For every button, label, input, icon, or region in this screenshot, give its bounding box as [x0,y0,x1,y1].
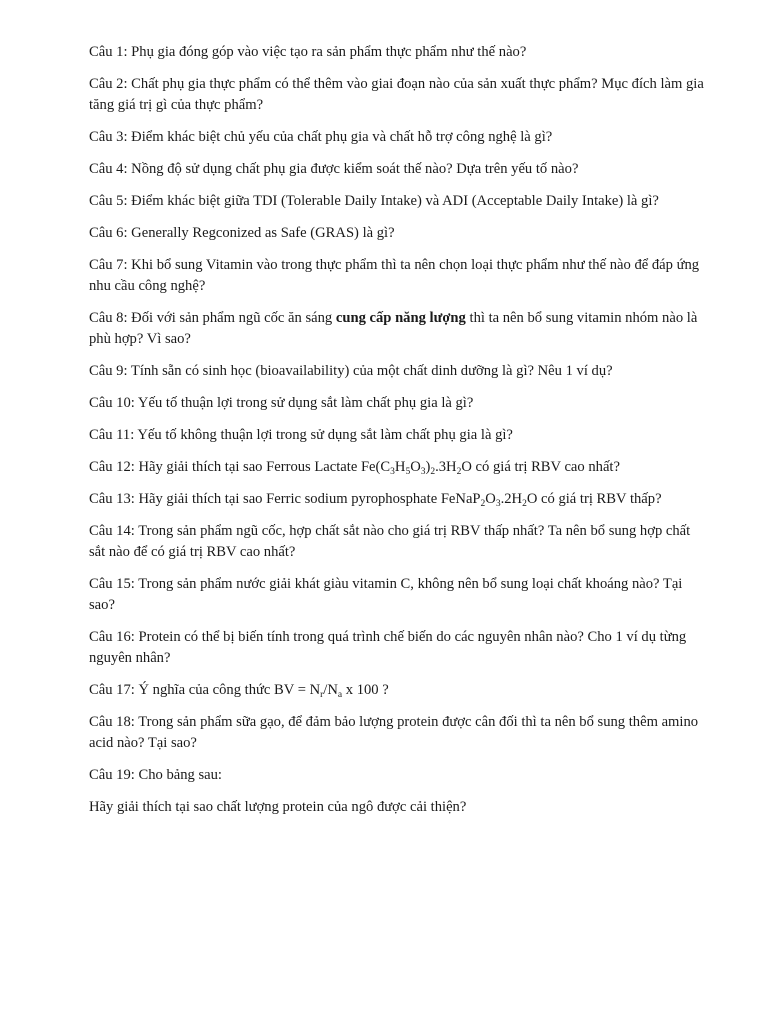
question-16 [89,627,709,669]
question-8 [89,308,709,350]
question-18 [89,712,709,754]
question-3 [89,127,709,148]
question-list [89,42,709,829]
question-text: Chất phụ gia thực phẩm có thể thêm vào giai đoạn nào của sản xuất thực phẩm? Mục đích làm gia tăng giá trị gì của thực phẩm? [89,76,704,113]
question-text: O có giá trị RBV cao nhất? [461,459,620,475]
question-text: Trong sản phẩm ngũ cốc, hợp chất sắt nào cho giá trị RBV thấp nhất? Ta nên bổ sung hợp chất sắt nào để có giá trị RBV cao nhất? [89,523,691,560]
formula-part: O [485,491,496,507]
formula-part: O [410,459,421,475]
subscript: 2 [480,499,486,509]
question-text: Hãy giải thích tại sao chất lượng protein của ngô được cải thiện? [89,799,467,815]
question-prefix: Câu 10: [89,395,135,411]
question-10 [89,393,709,414]
formula-part: H [394,459,406,475]
question-9 [89,361,709,382]
question-prefix: Câu 15: [89,576,135,592]
question-prefix: Câu 3: [89,129,128,145]
question-text: Cho bảng sau: [138,767,222,783]
question-text: Nồng độ sử dụng chất phụ gia được kiểm soát thế nào? Dựa trên yếu tố nào? [131,161,579,177]
formula-part: .3H [435,459,457,475]
question-2 [89,74,709,116]
question-prefix: Câu 13: [89,491,135,507]
question-prefix: Câu 14: [89,523,135,539]
question-text: Điểm khác biệt chủ yếu của chất phụ gia và chất hỗ trợ công nghệ là gì? [131,129,553,145]
question-text: Tính sẵn có sinh học (bioavailability) của một chất dinh dưỡng là gì? Nêu 1 ví dụ? [130,363,613,379]
question-text: O có giá trị RBV thấp? [526,491,662,507]
question-prefix: Câu 17: [89,682,135,698]
question-prefix: Câu 4: [89,161,128,177]
question-prefix: Câu 9: [89,363,128,379]
subscript: a [337,690,343,700]
question-prefix: Câu 7: [89,257,128,273]
question-text: x 100 ? [345,682,389,698]
question-12 [89,457,709,478]
formula-part: .2H [500,491,523,507]
question-6 [89,223,709,244]
question-1 [89,42,709,63]
subscript: 5 [405,467,411,477]
formula-part: ) [425,459,431,475]
question-text: Yếu tố không thuận lợi trong sử dụng sắt làm chất phụ gia là gì? [137,427,513,443]
question-text: Hãy giải thích tại sao Ferrous Lactate Fe(C [138,459,391,475]
formula-part: /N [323,682,338,698]
question-prefix: Câu 6: [89,225,128,241]
question-text: Yếu tố thuận lợi trong sử dụng sắt làm chất phụ gia là gì? [137,395,474,411]
question-text: Hãy giải thích tại sao Ferric sodium pyrophosphate FeNaP [138,491,481,507]
question-text: Generally Regconized as Safe (GRAS) là gì? [131,225,395,241]
subscript: r [320,690,324,700]
question-19-followup [89,797,709,818]
question-7 [89,255,709,297]
question-prefix: Câu 18: [89,714,135,730]
question-text: Khi bổ sung Vitamin vào trong thực phẩm thì ta nên chọn loại thực phẩm như thế nào để đáp ứng nhu cầu công nghệ? [89,257,700,294]
question-prefix: Câu 5: [89,193,128,209]
subscript: 2 [522,499,527,509]
question-14 [89,521,709,563]
question-5 [89,191,709,212]
question-13 [89,489,709,510]
question-text: Ý nghĩa của công thức BV = N [138,682,321,698]
question-4 [89,159,709,180]
question-prefix: Câu 12: [89,459,135,475]
question-prefix: Câu 19: [89,767,135,783]
question-prefix: Câu 11: [89,427,135,443]
question-text: Protein có thể bị biến tính trong quá trình chế biến do các nguyên nhân nào? Cho 1 ví dụ từng nguyên nhân? [89,629,687,666]
question-prefix: Câu 8: [89,310,128,326]
question-text: Trong sản phẩm sữa gạo, để đảm bảo lượng protein được cân đối thì ta nên bổ sung thêm amino acid nào? Tại sao? [89,714,699,751]
subscript: 2 [456,467,462,477]
subscript: 3 [420,467,426,477]
question-15 [89,574,709,616]
question-prefix: Câu 2: [89,76,128,92]
question-text: thì ta nên bổ sung vitamin nhóm nào là phù hợp? Vì sao? [89,310,698,347]
question-text: Đối với sản phẩm ngũ cốc ăn sáng [131,310,333,326]
question-prefix: Câu 16: [89,629,135,645]
question-17 [89,680,709,701]
question-text: Phụ gia đóng góp vào việc tạo ra sản phẩm thực phẩm như thế nào? [131,44,527,60]
subscript: 3 [390,467,395,477]
question-text: Trong sản phẩm nước giải khát giàu vitamin C, không nên bổ sung loại chất khoáng nào? Tại sao? [89,576,683,613]
question-text: Điểm khác biệt giữa TDI (Tolerable Daily Intake) và ADI (Acceptable Daily Intake) là gì? [131,193,659,209]
question-19 [89,765,709,786]
subscript: 2 [430,467,436,477]
question-11 [89,425,709,446]
emphasis-text: cung cấp năng lượng [335,310,466,326]
question-prefix: Câu 1: [89,44,128,60]
subscript: 3 [495,499,501,509]
